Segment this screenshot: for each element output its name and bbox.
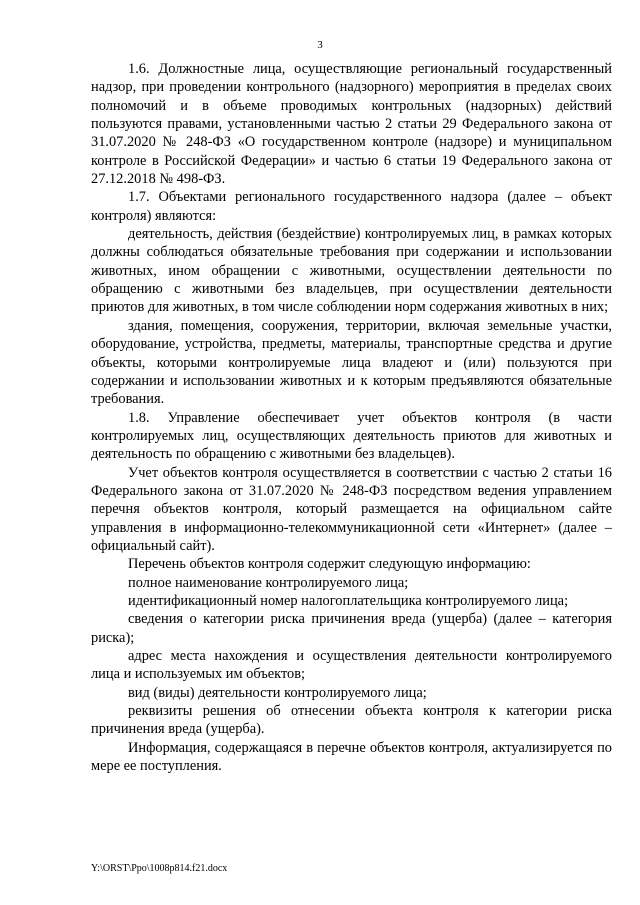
paragraph-1-6: 1.6. Должностные лица, осуществляющие региональный государственный надзор, при проведении контрольного (надзорного) мероприятия в пределах своих полномочий и в объеме проводимых контрольных (надзорных) действий пользуются правами, установленными частью 2 статьи 29 Федерального закона от 31.07.2020 № 248-ФЗ «О государственном контроле (надзоре) и муниципальном контроле в Российской Федерации» и частью 6 статьи 19 Федерального закона от 27.12.2018 № 498-ФЗ.: [91, 61, 612, 188]
page-number: 3: [317, 39, 323, 51]
list-item-full-name: полное наименование контролируемого лица;: [128, 574, 409, 591]
list-item-address: адрес места нахождения и осуществления деятельности контролируемого лица и используемых им объектов;: [91, 648, 612, 683]
paragraph-list-intro: Перечень объектов контроля содержит следующую информацию:: [128, 556, 531, 573]
list-item-inn: идентификационный номер налогоплательщика контролируемого лица;: [128, 592, 569, 609]
list-item-decision-details: реквизиты решения об отнесении объекта контроля к категории риска причинения вреда (ущерба).: [91, 703, 612, 738]
list-item-buildings: здания, помещения, сооружения, территории, включая земельные участки, оборудование, устройства, предметы, материалы, транспортные средства и другие объекты, которыми контролируемые лица владеют и (или) пользуются при содержании и использовании животных и к которым предъявляются обязательные требования.: [91, 317, 612, 408]
list-item-activity-type: вид (виды) деятельности контролируемого лица;: [128, 684, 427, 701]
paragraph-accounting: Учет объектов контроля осуществляется в соответствии с частью 2 статьи 16 Федерального закона от 31.07.2020 № 248-ФЗ посредством ведения управлением перечня объектов контроля, который размещается на официальном сайте управления в информационно-телекоммуникационной сети «Интернет» (далее – официальный сайт).: [91, 464, 612, 554]
list-item-activity: деятельность, действия (бездействие) контролируемых лиц, в рамках которых должны соблюдаться обязательные требования при содержании и использовании животных, ином обращении с животными, осуществлении деятельности по обращению с животными без владельцев, при осуществлении деятельности приютов для животных, в том числе соблюдении норм содержания животных в них;: [91, 226, 612, 316]
paragraph-update: Информация, содержащаяся в перечне объектов контроля, актуализируется по мере ее поступления.: [91, 739, 612, 775]
document-body: [91, 60, 612, 775]
paragraph-1-8: 1.8. Управление обеспечивает учет объектов контроля (в части контролируемых лиц, осуществляющих деятельность приютов для животных и деятельность по обращению с животными без владельцев).: [91, 409, 612, 463]
paragraph-1-7: 1.7. Объектами регионального государственного надзора (далее – объект контроля) являются:: [91, 189, 612, 224]
list-item-risk-category: сведения о категории риска причинения вреда (ущерба) (далее – категория риска);: [91, 611, 612, 646]
file-path-footer: Y:\ORST\Ppo\1008p814.f21.docx: [91, 863, 228, 874]
